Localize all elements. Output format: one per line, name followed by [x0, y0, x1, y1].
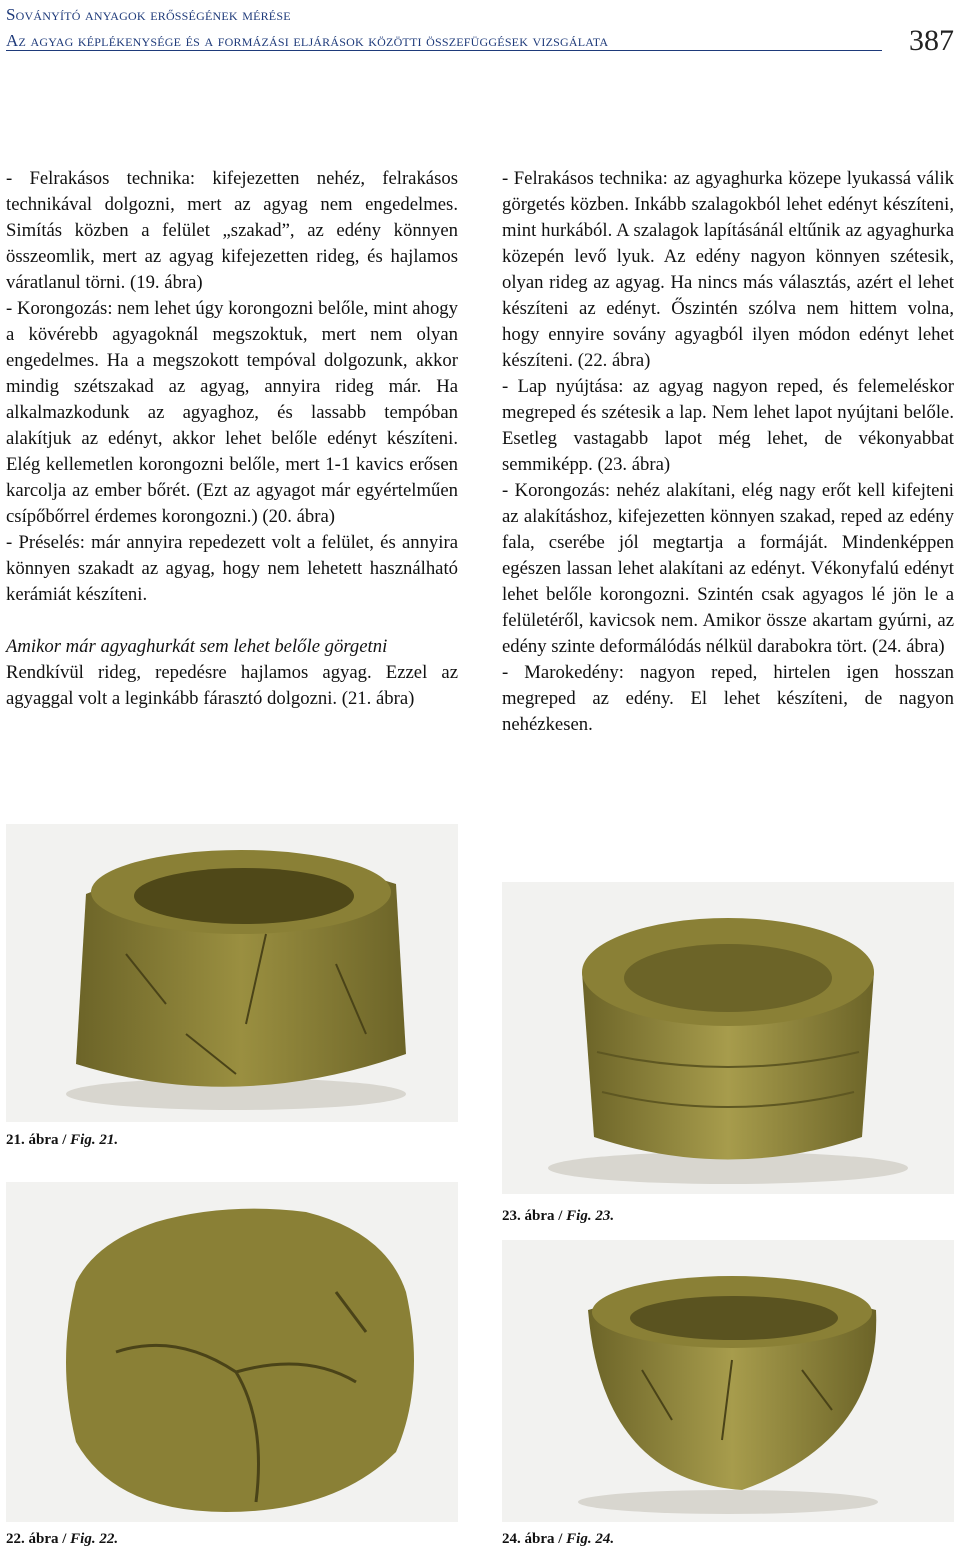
clay-pot-image	[502, 882, 954, 1194]
clay-slab-image	[6, 1182, 458, 1522]
paragraph: Rendkívül rideg, repedésre hajlamos agyag. Ezzel az agyaggal volt a leginkább fárasztó dolgozni. (21. ábra)	[6, 662, 458, 709]
paragraph: - Marokedény: nagyon reped, hirtelen igen hosszan megreped az edény. El lehet készíteni, de nagyon nehézkesen.	[502, 662, 954, 735]
figure-24-photo	[502, 1240, 954, 1522]
clay-bowl-image	[502, 1240, 954, 1522]
figure-23-photo	[502, 882, 954, 1194]
clay-pot-image	[6, 824, 458, 1122]
section-subheading: Amikor már agyaghurkát sem lehet belőle görgetni	[6, 636, 388, 657]
right-column	[502, 166, 954, 754]
header-title: Soványító anyagok erősségének mérése	[6, 5, 291, 24]
paragraph: - Felrakásos technika: kifejezetten nehéz, felrakásos technikával dolgozni, mert az agyag nem engedelmes. Simítás közben a felület „szakad”, az edény könnyen összeomlik, mert az agyag kifejezetten rideg, és hajlamos váratlanul törni. (19. ábra)	[6, 168, 458, 293]
left-column	[6, 166, 458, 728]
paragraph: - Felrakásos technika: az agyaghurka közepe lyukassá válik görgetés közben. Inkább szalagokból lehet edényt készíteni, mint hurkából. A szalagok lapításánál eltűnik az agyaghurka közepén levő lyuk. Az edény nagyon könnyen szétesik, olyan rideg az agyag. Ha nincs más választás, azért el lehet készíteni az edényt. Őszintén szólva nem hittem volna, hogy ennyire sovány agyagból ilyen módon edényt lehet készíteni. (22. ábra)	[502, 168, 954, 371]
paragraph: - Korongozás: nehéz alakítani, elég nagy erőt kell kifejteni az alakításhoz, kifejezetten könnyen szakad, reped az edény fala, cserébe jól megtartja a formáját. Mindenképpen egészen lassan lehet alakítani az edényt. Vékonyfalú edényt lehet belőle korongozni. Szintén csak agyagos lé jön le a felületéről, kavicsok nem. Amikor össze akartam gyúrni, az edény szinte deformálódás nélkül darabokra tört. (24. ábra)	[502, 480, 954, 657]
paragraph: - Korongozás: nem lehet úgy korongozni belőle, mint ahogy a kövérebb agyagoknál megszoktuk, mert nem olyan engedelmes. Ha a megszokott tempóval dolgozunk, akkor mindig szétszakad az agyag, annyira rideg már. Ha alkalmazkodunk az agyaghoz, és lassabb tempóban alakítjuk az edényt, akkor lehet belőle edényt készíteni. Elég kellemetlen korongozni belőle, mert 1-1 kavics erősen karcolja az ember bőrét. (Ezt az agyagot már egyértelműen csípőbőrrel érdemes korongozni.) (20. ábra)	[6, 298, 458, 527]
running-header	[6, 2, 956, 54]
page-number: 387	[909, 24, 954, 57]
figure-22-caption: 22. ábra / Fig. 22.	[6, 1531, 119, 1547]
figure-23-caption: 23. ábra / Fig. 23.	[502, 1208, 615, 1224]
header-rule	[6, 50, 882, 51]
figure-21-caption: 21. ábra / Fig. 21.	[6, 1132, 119, 1148]
header-subtitle: Az agyag képlékenysége és a formázási eljárások közötti összefüggések vizsgálata	[6, 31, 609, 50]
paragraph: - Lap nyújtása: az agyag nagyon reped, és felemeléskor megreped és szétesik a lap. Nem lehet lapot nyújtani belőle. Esetleg vastagabb lapot még lehet, de vékonyabbat semmiképp. (23. ábra)	[502, 376, 954, 475]
figure-21-photo	[6, 824, 458, 1122]
figure-24-caption: 24. ábra / Fig. 24.	[502, 1531, 615, 1547]
paragraph: - Préselés: már annyira repedezett volt a felület, és annyira könnyen szakadt az agyag, hogy nem lehetett használható kerámiát készíteni.	[6, 532, 458, 605]
figure-22-photo	[6, 1182, 458, 1522]
